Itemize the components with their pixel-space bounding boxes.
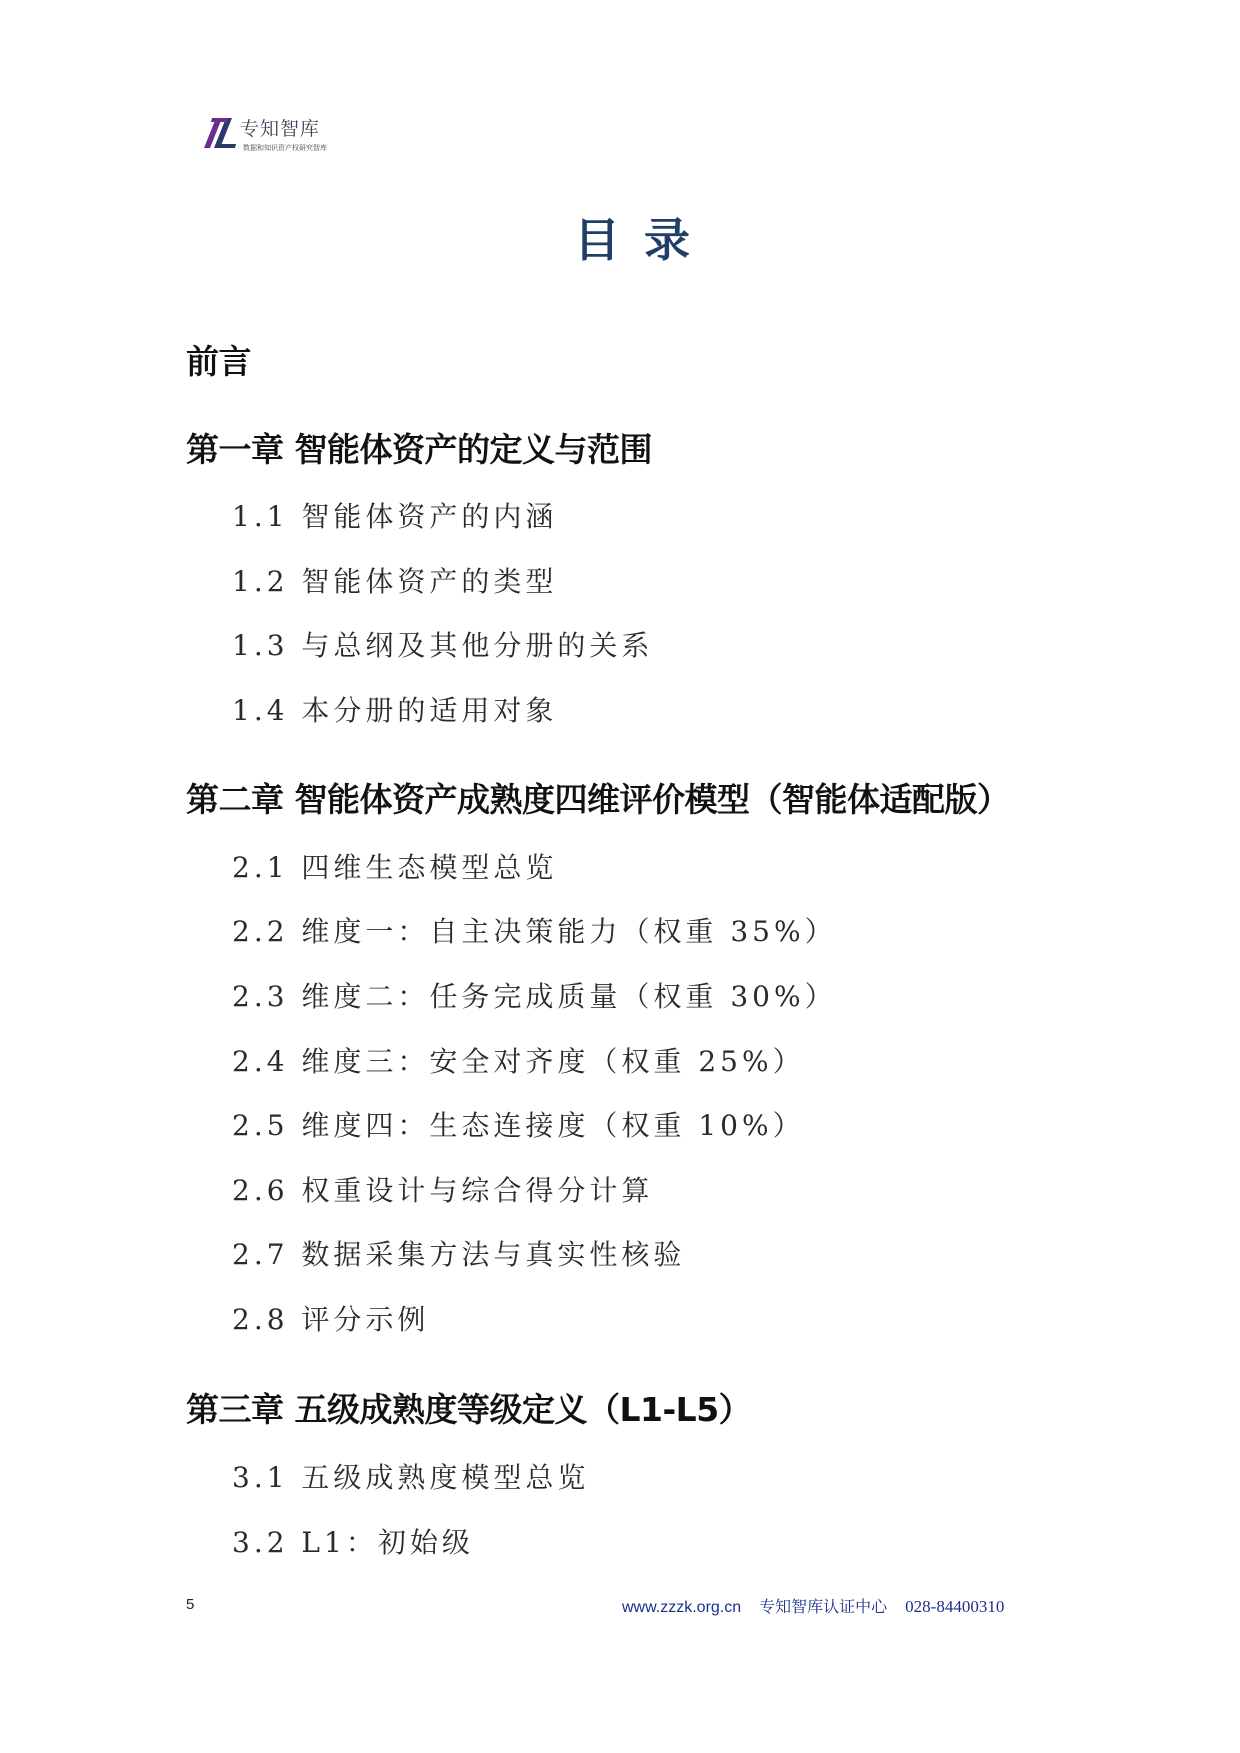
toc-section-2-7[interactable]: 2.7 数据采集方法与真实性核验	[232, 1238, 686, 1271]
toc-section-2-8[interactable]: 2.8 评分示例	[232, 1303, 430, 1336]
toc-section-2-5[interactable]: 2.5 维度四：生态连接度（权重 10%）	[232, 1109, 805, 1142]
toc-section-1-1[interactable]: 1.1 智能体资产的内涵	[232, 500, 558, 533]
toc-section-2-3[interactable]: 2.3 维度二：任务完成质量（权重 30%）	[232, 980, 837, 1013]
toc-section-1-4[interactable]: 1.4 本分册的适用对象	[232, 694, 558, 727]
toc-section-2-1[interactable]: 2.1 四维生态模型总览	[232, 851, 558, 884]
footer-phone: 028-84400310	[905, 1597, 1005, 1616]
toc-chapter-preface[interactable]: 前言	[186, 342, 251, 381]
toc-section-3-1[interactable]: 3.1 五级成熟度模型总览	[232, 1461, 590, 1494]
footer-org: 专知智库认证中心	[759, 1597, 888, 1616]
toc-section-1-3[interactable]: 1.3 与总纲及其他分册的关系	[232, 629, 654, 662]
footer-contact	[622, 1594, 1004, 1617]
toc-section-1-2[interactable]: 1.2 智能体资产的类型	[232, 565, 558, 598]
logo-name: 专知智库	[240, 118, 321, 140]
page-number: 5	[186, 1596, 195, 1613]
toc-chapter-1[interactable]: 第一章 智能体资产的定义与范围	[186, 430, 652, 469]
toc-section-3-2[interactable]: 3.2 L1：初始级	[232, 1526, 474, 1559]
toc-section-2-4[interactable]: 2.4 维度三：安全对齐度（权重 25%）	[232, 1045, 805, 1078]
toc-chapter-3[interactable]: 第三章 五级成熟度等级定义（L1-L5）	[186, 1390, 752, 1429]
toc-section-2-6[interactable]: 2.6 权重设计与综合得分计算	[232, 1174, 654, 1207]
toc-section-2-2[interactable]: 2.2 维度一：自主决策能力（权重 35%）	[232, 915, 837, 948]
logo-tagline: 数据和知识资产权研究智库	[243, 144, 327, 152]
footer-url-link[interactable]: www.zzzk.org.cn	[622, 1599, 742, 1616]
page-title: 目录	[574, 213, 714, 267]
toc-chapter-2[interactable]: 第二章 智能体资产成熟度四维评价模型（智能体适配版）	[186, 780, 1010, 819]
